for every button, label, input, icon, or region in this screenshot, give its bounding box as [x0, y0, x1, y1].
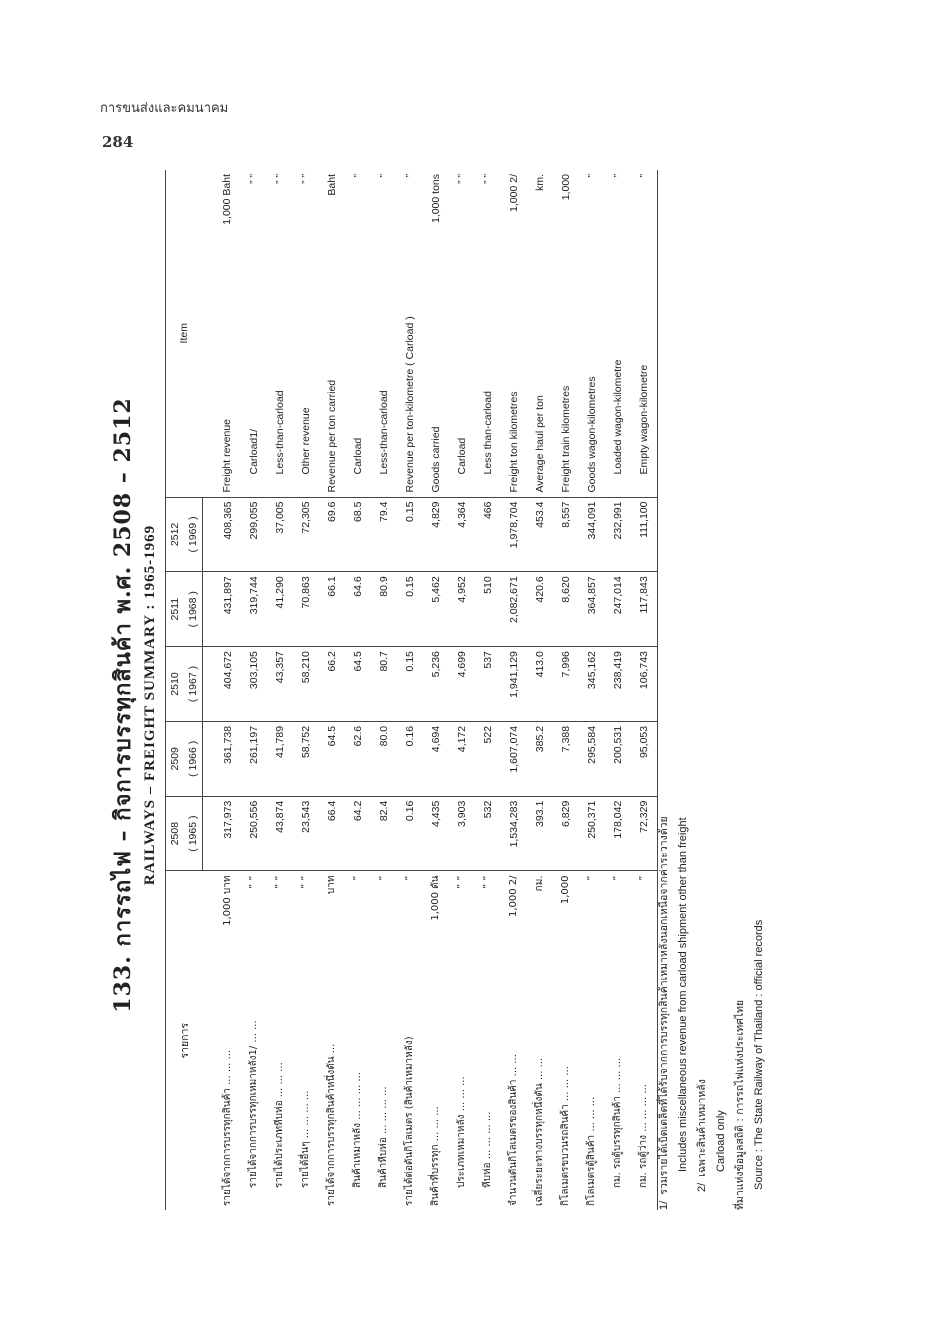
row-label-english: Goods carried [423, 249, 449, 497]
row-value: 250,556 [247, 800, 260, 839]
row-unit-english: ” [377, 174, 390, 178]
row-label-english: Carload1/ [241, 249, 267, 497]
row-value: 1,978,704 [501, 497, 527, 572]
row-unit-english: ” [403, 174, 416, 178]
table-title [105, 160, 159, 1250]
row-value: 361,738 [203, 721, 241, 796]
row-value: 364,857 [579, 572, 605, 647]
row-unit-thai: ” [631, 871, 658, 950]
header-year-ad: ( 1967 ) [184, 647, 203, 722]
row-value: 64.2 [351, 800, 364, 822]
row-unit-thai: ” [579, 871, 605, 950]
row-label-thai: กิโลเมตรขบวนรถสินค้า ... ... ... [560, 1066, 571, 1206]
row-value: 8,620 [553, 572, 579, 647]
row-unit-english: 1,000 tons [429, 174, 442, 224]
row-value: 0.15 [397, 497, 423, 572]
row-value: 4,699 [449, 647, 475, 722]
row-unit-thai: ” ” [241, 871, 267, 950]
row-value: 72,305 [293, 497, 319, 572]
row-label-english: Average haul per ton [527, 249, 553, 497]
title-english: RAILWAYS – FREIGHT SUMMARY : 1965-1969 [142, 524, 158, 886]
row-unit-thai: ” ” [449, 871, 475, 950]
row-unit-english: km. [533, 174, 546, 191]
row-label-english: Goods wagon-kilometres [579, 249, 605, 497]
header-year-be: 2511 [166, 572, 185, 647]
row-value: 431,897 [203, 572, 241, 647]
row-value: 37,005 [267, 497, 293, 572]
row-value: 23,543 [299, 800, 312, 833]
footnote-1-english: Includes miscellaneous revenue from carload shipment other than freight [677, 817, 689, 1172]
row-value: 62.6 [345, 721, 371, 796]
row-value: 200,531 [605, 721, 631, 796]
footnote-1-thai: รวมรายได้เบ็ดเตล็ดที่ได้รับจากการบรรทุกสินค้าเหมาหลังนอกเหนือจากค่าระวางด้วย [658, 816, 670, 1195]
row-value: 1,534,283 [507, 800, 520, 848]
table-row [319, 170, 345, 1210]
row-value: 66.4 [325, 800, 338, 822]
row-label-thai: รายได้จากการบรรทุกสินค้า ... ... ... [221, 1049, 233, 1206]
row-label-thai: รายได้จากการบรรทุกเหมาหลัง1/ ... ... [248, 1020, 259, 1188]
row-value: 238,419 [605, 647, 631, 722]
row-label-english: Empty wagon-kilometre [631, 249, 658, 497]
row-label-english: Freight train kilometres [553, 249, 579, 497]
row-label-thai: สินค้าเหมาหลัง ... ... ... ... [352, 1072, 363, 1188]
table-row [293, 170, 319, 1210]
row-value: 64.5 [319, 721, 345, 796]
row-label-thai: สินค้าหีบห่อ ... ... ... ... [378, 1086, 389, 1188]
row-value: 319,744 [241, 572, 267, 647]
row-unit-english: 1,000 [559, 174, 572, 201]
header-thai-item: รายการ [166, 871, 203, 1210]
row-value: 4,952 [449, 572, 475, 647]
row-value: 420.6 [527, 572, 553, 647]
row-unit-thai: 1,000 2/ [501, 871, 527, 950]
row-value: 344,091 [579, 497, 605, 572]
row-value: 247,014 [605, 572, 631, 647]
row-value: 95,053 [631, 721, 658, 796]
row-value: 80.0 [371, 721, 397, 796]
row-value: 5,236 [423, 647, 449, 722]
row-value: 58,210 [293, 647, 319, 722]
table-row [501, 170, 527, 1210]
header-year-ad: ( 1965 ) [184, 796, 203, 871]
row-value: 7,388 [553, 721, 579, 796]
row-value: 79.4 [371, 497, 397, 572]
row-value: 6,829 [559, 800, 572, 827]
row-label-thai: รายได้จากการบรรทุกสินค้าหนึ่งตัน ... [326, 1043, 337, 1206]
row-label-thai: รายได้ต่อตันกิโลเมตร (สินค้าเหมาหลัง) [404, 1036, 415, 1206]
row-value: 232,991 [605, 497, 631, 572]
row-value: 43,874 [273, 800, 286, 833]
row-value: 66.1 [319, 572, 345, 647]
row-value: 261,197 [241, 721, 267, 796]
header-year-ad: ( 1969 ) [184, 497, 203, 572]
header-item: Item [166, 170, 203, 497]
row-unit-english: ” [351, 174, 364, 178]
table-row [371, 170, 397, 1210]
row-unit-thai: ” ” [267, 871, 293, 950]
row-unit-thai: บาท [319, 871, 345, 950]
header-year-ad: ( 1966 ) [184, 721, 203, 796]
row-label-english: Revenue per ton carried [319, 249, 345, 497]
row-value: 393.1 [533, 800, 546, 827]
row-value: 41,290 [267, 572, 293, 647]
row-label-english: Other revenue [293, 249, 319, 497]
row-value: 66.2 [319, 647, 345, 722]
row-value: 80.7 [371, 647, 397, 722]
row-unit-english: Baht [325, 174, 338, 196]
row-label-english: Less-than-carload [371, 249, 397, 497]
row-label-thai: กม. รถตู้บรรทุกสินค้า ... ... ... [612, 1057, 623, 1188]
row-value: 510 [475, 572, 501, 647]
row-value: 43,357 [267, 647, 293, 722]
row-value: 1,607,074 [501, 721, 527, 796]
row-unit-thai: 1,000 [553, 871, 579, 950]
row-value: 80.9 [371, 572, 397, 647]
row-label-thai: หีบห่อ ... ... ... ... [482, 1111, 493, 1188]
header-year-be: 2510 [166, 647, 185, 722]
row-unit-thai: 1,000 บาท [203, 871, 241, 950]
source-thai: ที่มาแห่งข้อมูลสถิติ : การรถไฟแห่งประเทศไทย [734, 999, 746, 1210]
row-value: 41,789 [267, 721, 293, 796]
rotated-table-page [95, 160, 815, 1250]
row-unit-english: 1,000 2/ [507, 174, 520, 212]
table-row [423, 170, 449, 1210]
row-value: 466 [475, 497, 501, 572]
row-unit-thai: ” [397, 871, 423, 950]
row-value: 4,364 [449, 497, 475, 572]
row-value: 5,462 [423, 572, 449, 647]
row-value: 345,162 [579, 647, 605, 722]
row-label-english: Freight ton kilometres [501, 249, 527, 497]
row-unit-english: ” [631, 170, 658, 249]
row-value: 385.2 [527, 721, 553, 796]
row-value: 4,435 [429, 800, 442, 827]
row-label-english: Revenue per ton-kilometre ( Carload ) [397, 249, 423, 497]
row-label-thai: จำนวนตันกิโลเมตรของสินค้า ... ... [508, 1054, 519, 1206]
header-year-be: 2508 [166, 796, 185, 871]
row-value: 408,365 [203, 497, 241, 572]
table-row [579, 170, 605, 1210]
row-label-thai: ประเภทเหมาหลัง ... ... ... [456, 1076, 467, 1188]
row-value: 7,996 [553, 647, 579, 722]
footnote-2-english: Carload only [715, 1110, 727, 1172]
table-row [527, 170, 553, 1210]
row-unit-thai: ” [371, 871, 397, 950]
row-unit-english: ” ” [247, 174, 260, 184]
row-value: 72,329 [631, 796, 658, 871]
row-label-english: Loaded wagon-kilometre [605, 249, 631, 497]
row-value: 64.6 [345, 572, 371, 647]
row-value: 69.6 [319, 497, 345, 572]
row-unit-english: ” ” [455, 174, 468, 184]
row-label-english: Carload [449, 249, 475, 497]
footnote-1-mark: 1/ [658, 1200, 670, 1210]
table-row [475, 170, 501, 1210]
row-value: 3,903 [455, 800, 468, 827]
row-value: 0.16 [403, 800, 416, 822]
source-english: Source : The State Railway of Thailand : official records [753, 919, 765, 1190]
row-value: 82.4 [377, 800, 390, 822]
row-value: 0.15 [397, 647, 423, 722]
row-value: 1,941,129 [501, 647, 527, 722]
row-value: 532 [481, 800, 494, 819]
row-unit-english: ” ” [273, 174, 286, 184]
row-value: 64.5 [345, 647, 371, 722]
header-year-be: 2512 [166, 497, 185, 572]
table-row [449, 170, 475, 1210]
header-year-ad: ( 1968 ) [184, 572, 203, 647]
row-value: 117,843 [631, 572, 658, 647]
row-value: 299,055 [241, 497, 267, 572]
row-value: 2,082,671 [501, 572, 527, 647]
row-value: 68.5 [345, 497, 371, 572]
row-unit-thai: ” [345, 871, 371, 950]
row-unit-thai: ” [605, 871, 631, 950]
row-value: 537 [475, 647, 501, 722]
footnote-2-mark: 2/ [696, 1182, 708, 1192]
row-label-english: Carload [345, 249, 371, 497]
row-unit-thai: 1,000 ตัน [423, 871, 449, 950]
row-unit-english: 1,000 Baht [221, 174, 234, 225]
row-unit-english: ” ” [481, 174, 494, 184]
freight-summary-table [165, 170, 658, 1210]
table-row [553, 170, 579, 1210]
row-label-thai: สินค้าที่บรรทุก ... ... ... [430, 1106, 441, 1206]
footnotes [655, 816, 769, 1210]
table-row [605, 170, 631, 1210]
title-thai: 133. การรถไฟ – กิจการบรรทุกสินค้า พ.ศ. 2508 – 2512 [110, 397, 136, 1013]
row-unit-english: ” ” [299, 174, 312, 184]
table-row [631, 170, 658, 1210]
row-label-thai: กม. รถตู้ว่าง ... ... ... ... [631, 950, 658, 1210]
page-header: การขนส่งและคมนาคม [100, 101, 229, 116]
row-value: 522 [475, 721, 501, 796]
row-value: 250,371 [585, 800, 598, 839]
row-unit-thai: ” ” [475, 871, 501, 950]
row-label-thai: รายได้อื่นๆ ... ... ... ... [300, 1090, 311, 1188]
table-row [397, 170, 423, 1210]
table-row [345, 170, 371, 1210]
row-value: 111,100 [631, 497, 658, 572]
row-value: 106,743 [631, 647, 658, 722]
row-unit-thai: ” ” [293, 871, 319, 950]
row-label-thai: รายได้ประเภทหีบห่อ ... ... ... [274, 1062, 285, 1188]
row-label-thai: เฉลี่ยระยะทางบรรทุกหนึ่งตัน ... ... [534, 1057, 545, 1206]
row-label-english: Less than-carload [475, 249, 501, 497]
row-value: 413.0 [527, 647, 553, 722]
row-value: 58,752 [293, 721, 319, 796]
row-value: 4,172 [449, 721, 475, 796]
row-value: 404,672 [203, 647, 241, 722]
row-value: 0.15 [397, 572, 423, 647]
row-value: 295,584 [579, 721, 605, 796]
row-unit-english: ” [585, 174, 598, 178]
row-value: 8,557 [553, 497, 579, 572]
table-row [267, 170, 293, 1210]
footnote-2-thai: เฉพาะสินค้าเหมาหลัง [696, 1079, 708, 1177]
row-label-thai: กิโลเมตรตู้สินค้า ... ... ... [586, 1096, 597, 1206]
row-value: 4,829 [423, 497, 449, 572]
row-value: 70,863 [293, 572, 319, 647]
row-value: 178,042 [611, 800, 624, 839]
row-label-english: Freight revenue [203, 249, 241, 497]
table-row [203, 170, 241, 1210]
row-label-english: Less-than-carload [267, 249, 293, 497]
table-row [241, 170, 267, 1210]
page-number: 284 [102, 133, 134, 151]
row-value: 303,105 [241, 647, 267, 722]
row-unit-thai: กม. [527, 871, 553, 950]
row-value: 317,973 [221, 800, 234, 839]
header-year-be: 2509 [166, 721, 185, 796]
row-value: 0.16 [397, 721, 423, 796]
row-value: 453.4 [527, 497, 553, 572]
row-unit-english: ” [611, 174, 624, 178]
row-value: 4,694 [423, 721, 449, 796]
